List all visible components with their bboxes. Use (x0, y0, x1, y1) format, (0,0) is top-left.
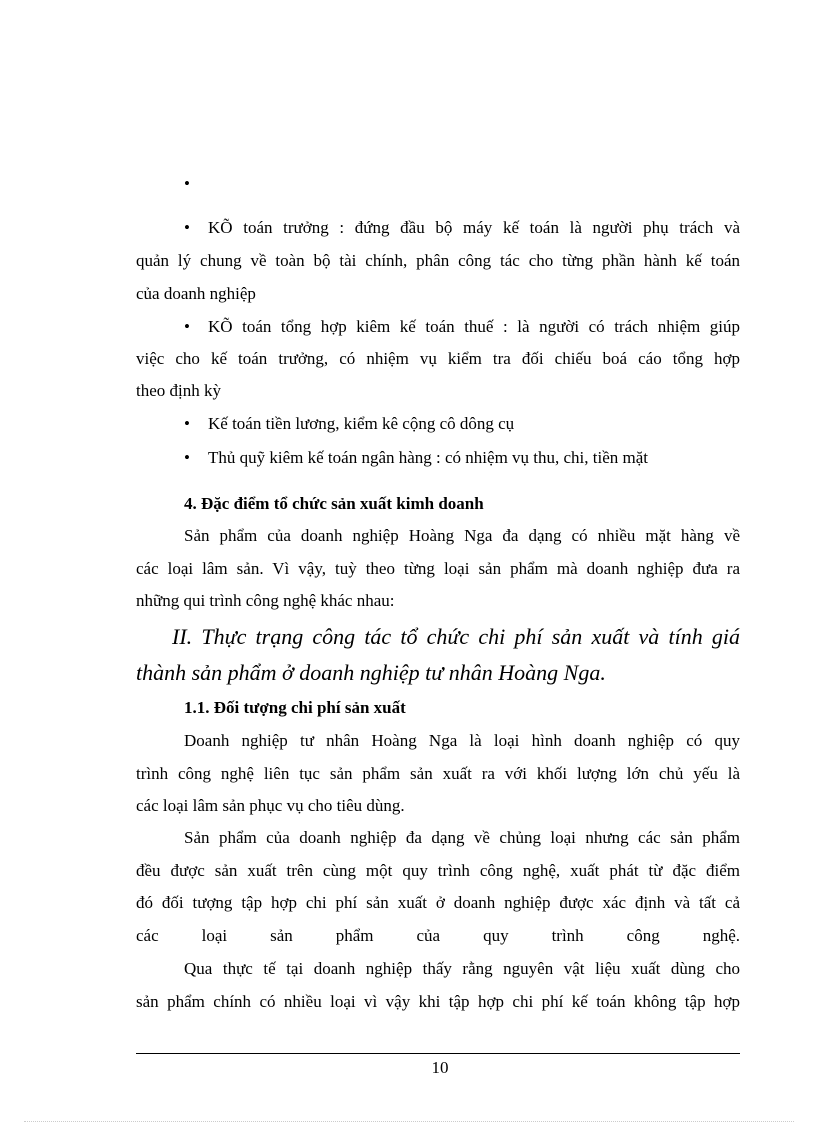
section-1-1-p2-line-1: Sản phẩm của doanh nghiệp đa dạng về chủng loại nhưng các sản phẩm (184, 828, 740, 847)
bullet-4: Thủ quỹ kiêm kế toán ngân hàng : có nhiệm vụ thu, chi, tiền mặt (208, 448, 649, 467)
bullet-2-line-3: theo định kỳ (136, 381, 221, 400)
section-1-1-p1-line-1: Doanh nghiệp tư nhân Hoàng Nga là loại hình doanh nghiệp có quy (184, 731, 740, 750)
section-1-1-p1-line-3: các loại lâm sản phục vụ cho tiêu dùng. (136, 796, 405, 815)
bullet-marker: • (184, 218, 190, 237)
bullet-marker: • (184, 174, 190, 193)
page-number: 10 (431, 1058, 449, 1077)
section-1-1-p3-line-2: sản phẩm chính có nhiều loại vì vậy khi tập hợp chi phí kế toán không tập hợp (136, 992, 740, 1011)
section-1-1-heading: 1.1. Đối tượng chi phí sản xuất (184, 698, 406, 717)
section-4-para-line-2: các loại lâm sản. Vì vậy, tuỳ theo từng loại sản phẩm mà doanh nghiệp đưa ra (136, 559, 740, 578)
section-4-para-line-3: những qui trình công nghệ khác nhau: (136, 591, 395, 610)
section-1-1-p2-line-4: các loại sản phẩm của quy trình công nghệ. (136, 926, 740, 945)
part-2-title-line-1: II. Thực trạng công tác tổ chức chi phí sản xuất và tính giá (172, 624, 740, 649)
bullet-2-line-2: việc cho kế toán trưởng, có nhiệm vụ kiểm tra đối chiếu boá cáo tổng hợp (136, 349, 740, 368)
page-bottom-border (24, 1121, 794, 1122)
bullet-1-line-1: KÕ toán trưởng : đứng đầu bộ máy kế toán là người phụ trách và (208, 218, 740, 237)
bullet-2-line-1: KÕ toán tổng hợp kiêm kế toán thuế : là người có trách nhiệm giúp (208, 317, 740, 336)
section-1-1-p3-line-1: Qua thực tế tại doanh nghiệp thấy rằng nguyên vật liệu xuất dùng cho (184, 959, 740, 978)
bullet-1-line-3: của doanh nghiệp (136, 284, 256, 303)
bullet-marker: • (184, 414, 190, 433)
section-1-1-p1-line-2: trình công nghệ liên tục sản phẩm sản xuất ra với khối lượng lớn chủ yếu là (136, 764, 740, 783)
bullet-marker: • (184, 317, 190, 336)
footer-divider (136, 1053, 740, 1054)
section-4-para-line-1: Sản phẩm của doanh nghiệp Hoàng Nga đa dạng có nhiều mặt hàng về (184, 526, 740, 545)
bullet-marker: • (184, 448, 190, 467)
section-1-1-p2-line-3: đó đối tượng tập hợp chi phí sản xuất ở doanh nghiệp được xác định và tất cả (136, 893, 740, 912)
bullet-1-line-2: quản lý chung về toàn bộ tài chính, phân công tác cho từng phần hành kế toán (136, 251, 740, 270)
part-2-title-line-2: thành sản phẩm ở doanh nghiệp tư nhân Hoàng Nga. (136, 660, 606, 685)
section-4-heading: 4. Đặc điểm tổ chức sản xuất kimh doanh (184, 494, 484, 513)
bullet-3: Kế toán tiền lương, kiểm kê cộng cô dông cụ (208, 414, 515, 433)
section-1-1-p2-line-2: đều được sản xuất trên cùng một quy trình công nghệ, xuất phát từ đặc điểm (136, 861, 740, 880)
